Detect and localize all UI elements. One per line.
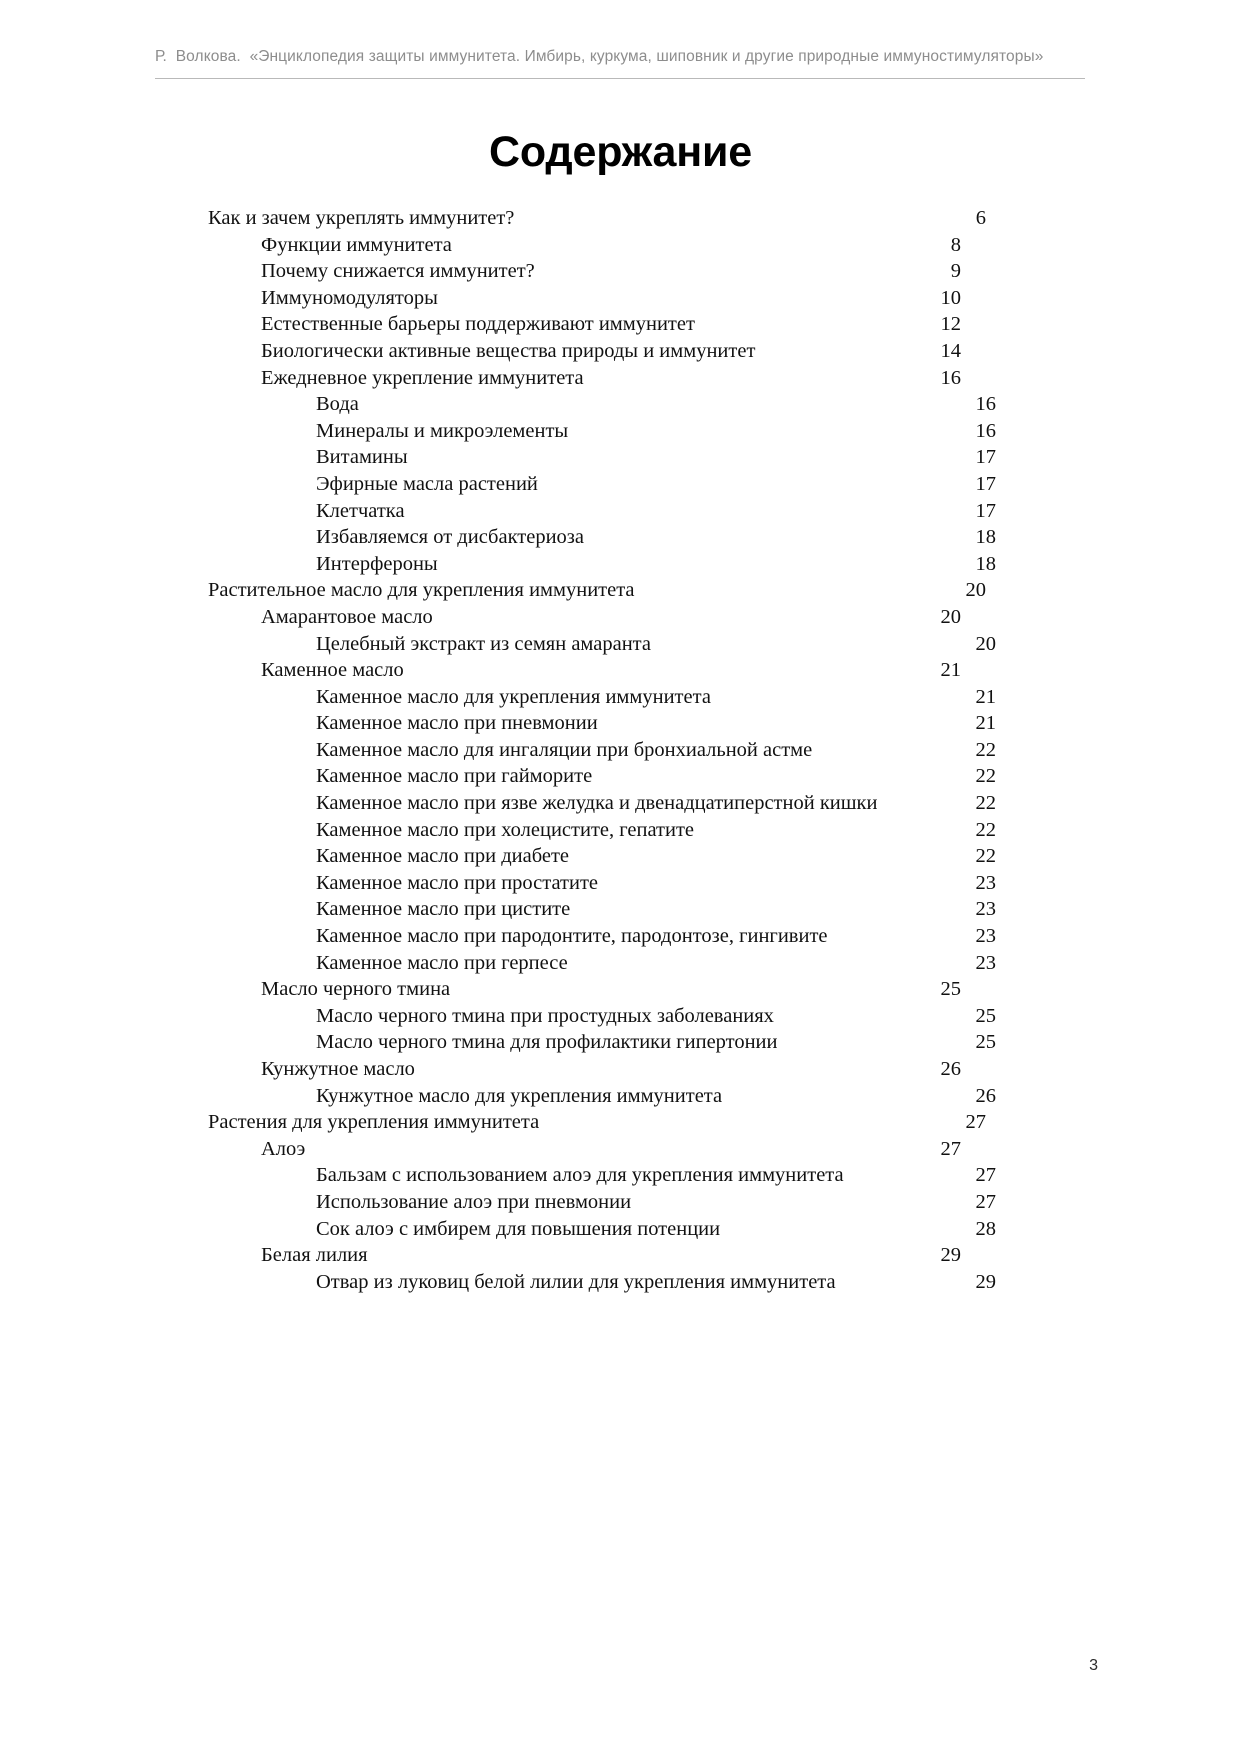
toc-entry-title: Каменное масло для ингаляции при бронхиальной астме <box>316 738 813 761</box>
toc-entry-page-number: 25 <box>975 1004 996 1027</box>
toc-entry-page-number: 9 <box>950 260 961 283</box>
toc-entry-page-number: 14 <box>940 339 961 362</box>
toc-entry-page-number: 10 <box>940 286 961 309</box>
toc-entry[interactable] <box>316 1189 996 1216</box>
toc-entry-title: Алоэ <box>261 1137 306 1160</box>
toc-entry[interactable] <box>261 976 961 1003</box>
toc-entry-page-number: 27 <box>975 1164 996 1187</box>
toc-entry-title: Витамины <box>316 446 408 469</box>
toc-entry-page-number: 27 <box>975 1190 996 1213</box>
toc-entry-title: Биологически активные вещества природы и иммунитет <box>261 339 756 362</box>
toc-entry-page-number: 26 <box>940 1058 961 1080</box>
toc-entry[interactable] <box>316 631 996 658</box>
toc-entry[interactable] <box>316 1216 996 1243</box>
running-header <box>155 44 1085 87</box>
toc-entry[interactable] <box>316 817 996 844</box>
toc-entry[interactable] <box>316 950 996 977</box>
toc-entry-title: Каменное масло <box>261 659 404 682</box>
toc-entry-title: Отвар из луковиц белой лилии для укрепления иммунитета <box>316 1270 836 1293</box>
toc-entry-page-number: 8 <box>950 233 961 256</box>
toc-entry-page-number: 20 <box>940 605 961 628</box>
toc-entry-page-number: 22 <box>975 738 996 761</box>
toc-entry-page-number: 21 <box>975 685 996 708</box>
toc-entry-title: Иммуномодуляторы <box>261 286 438 309</box>
toc-entry-page-number: 22 <box>975 818 996 841</box>
toc-entry-title: Каменное масло при герпесе <box>316 951 568 974</box>
toc-entry[interactable] <box>316 710 996 737</box>
toc-entry-title: Растения для укрепления иммунитета <box>208 1111 540 1134</box>
toc-entry-title: Вода <box>316 393 359 416</box>
toc-entry-title: Целебный экстракт из семян амаранта <box>316 632 651 655</box>
toc-entry-title: Масло черного тмина <box>261 978 451 1001</box>
toc-entry[interactable] <box>261 258 961 285</box>
toc-entry-page-number: 17 <box>975 499 996 522</box>
toc-entry-title: Каменное масло при холецистите, гепатите <box>316 818 695 841</box>
toc-entry-title: Каменное масло при язве желудка и двенадцатиперстной кишки <box>316 792 878 815</box>
toc-entry-title: Бальзам с использованием алоэ для укрепления иммунитета <box>316 1164 844 1187</box>
toc-entry-title: Каменное масло для укрепления иммунитета <box>316 685 711 708</box>
toc-entry[interactable] <box>261 1136 961 1163</box>
toc-entry-page-number: 27 <box>965 1111 986 1134</box>
toc-entry[interactable] <box>316 870 996 897</box>
toc-entry-title: Сок алоэ с имбирем для повышения потенции <box>316 1217 721 1240</box>
toc-entry-page-number: 21 <box>975 712 996 735</box>
toc-entry[interactable] <box>261 285 961 312</box>
toc-entry-title: Растительное масло для укрепления иммунитета <box>208 579 635 602</box>
toc-entry-page-number: 22 <box>975 845 996 868</box>
toc-entry-page-number: 22 <box>975 765 996 788</box>
toc-entry-page-number: 12 <box>940 313 961 336</box>
toc-entry-title: Минералы и микроэлементы <box>316 419 569 442</box>
toc-entry-page-number: 28 <box>975 1217 996 1240</box>
toc-entry-page-number: 27 <box>940 1137 961 1160</box>
toc-entry-page-number: 16 <box>975 419 996 442</box>
toc-entry[interactable] <box>316 1083 996 1110</box>
toc-entry[interactable] <box>261 365 961 392</box>
toc-entry[interactable] <box>208 1109 986 1136</box>
toc-entry[interactable] <box>316 498 996 525</box>
toc-entry[interactable] <box>316 418 996 445</box>
toc-entry-page-number: 25 <box>940 978 961 1001</box>
toc-entry-title: Каменное масло при пневмонии <box>316 712 598 735</box>
toc-entry[interactable] <box>316 1003 996 1030</box>
toc-entry-title: Масло черного тмина при простудных заболеваниях <box>316 1004 774 1027</box>
page-title: Содержание <box>489 128 752 176</box>
toc-entry-title: Как и зачем укреплять иммунитет? <box>208 207 515 229</box>
toc-entry-title: Ежедневное укрепление иммунитета <box>261 366 584 389</box>
toc-entry[interactable] <box>261 1056 961 1083</box>
toc-entry-title: Масло черного тмина для профилактики гипертонии <box>316 1031 778 1054</box>
toc-entry-page-number: 16 <box>975 393 996 416</box>
toc-entry[interactable] <box>261 338 961 365</box>
toc-entry[interactable] <box>316 1162 996 1189</box>
toc-entry-title: Использование алоэ при пневмонии <box>316 1190 632 1213</box>
toc-entry-page-number: 18 <box>975 526 996 549</box>
toc-entry-title: Почему снижается иммунитет? <box>261 260 535 283</box>
toc-entry-page-number: 29 <box>940 1244 961 1267</box>
toc-entry[interactable] <box>261 311 961 338</box>
toc-entry-title: Каменное масло при цистите <box>316 898 571 921</box>
toc-entry[interactable] <box>316 923 996 950</box>
toc-entry[interactable] <box>316 1269 996 1296</box>
header-divider <box>155 78 1085 79</box>
toc-entry-page-number: 17 <box>975 472 996 495</box>
toc-entry[interactable] <box>208 577 986 604</box>
table-of-contents <box>208 205 1043 1295</box>
toc-entry[interactable] <box>316 1029 996 1056</box>
toc-entry-page-number: 6 <box>975 207 986 229</box>
toc-entry-page-number: 23 <box>975 871 996 894</box>
toc-entry-title: Клетчатка <box>316 499 405 522</box>
toc-entry[interactable] <box>316 763 996 790</box>
toc-entry[interactable] <box>316 524 996 551</box>
toc-entry-title: Естественные барьеры поддерживают иммунитет <box>261 313 695 336</box>
toc-entry-page-number: 23 <box>975 951 996 974</box>
toc-entry-page-number: 25 <box>975 1031 996 1054</box>
toc-entry[interactable] <box>316 684 996 711</box>
toc-entry[interactable] <box>316 551 996 578</box>
toc-entry-title: Интерфероны <box>316 552 438 575</box>
toc-entry-page-number: 29 <box>975 1270 996 1293</box>
toc-entry-title: Эфирные масла растений <box>316 472 538 495</box>
toc-entry[interactable] <box>316 896 996 923</box>
toc-entry[interactable] <box>316 737 996 764</box>
toc-entry-title: Кунжутное масло для укрепления иммунитета <box>316 1084 723 1107</box>
toc-entry[interactable] <box>261 604 961 631</box>
toc-entry[interactable] <box>208 205 986 232</box>
toc-entry-title: Амарантовое масло <box>261 605 433 628</box>
toc-entry-title: Каменное масло при диабете <box>316 845 570 868</box>
toc-entry[interactable] <box>261 232 961 259</box>
toc-entry-page-number: 16 <box>940 366 961 389</box>
toc-entry-title: Белая лилия <box>261 1244 368 1267</box>
toc-entry[interactable] <box>316 843 996 870</box>
toc-entry-title: Избавляемся от дисбактериоза <box>316 526 584 549</box>
running-header-text: Р. Волкова. «Энциклопедия защиты иммунитета. Имбирь, куркума, шиповник и другие природные иммуностимуляторы» <box>155 48 1044 65</box>
toc-entry-page-number: 23 <box>975 925 996 948</box>
toc-entry-title: Каменное масло при гайморите <box>316 765 593 788</box>
toc-entry[interactable] <box>261 657 961 684</box>
toc-entry-title: Каменное масло при простатите <box>316 871 599 894</box>
toc-entry-page-number: 23 <box>975 898 996 921</box>
toc-entry-page-number: 20 <box>965 579 986 602</box>
toc-entry-page-number: 21 <box>940 659 961 682</box>
toc-entry[interactable] <box>316 790 996 817</box>
toc-entry-title: Каменное масло при пародонтите, пародонтозе, гингивите <box>316 925 828 948</box>
toc-entry[interactable] <box>316 444 996 471</box>
toc-entry-page-number: 26 <box>975 1084 996 1107</box>
toc-entry[interactable] <box>316 391 996 418</box>
folio-page-number: 3 <box>1089 1657 1098 1674</box>
toc-entry[interactable] <box>261 1242 961 1269</box>
toc-entry-title: Кунжутное масло <box>261 1058 415 1080</box>
toc-entry-page-number: 20 <box>975 632 996 655</box>
toc-entry-page-number: 17 <box>975 446 996 469</box>
toc-entry-page-number: 22 <box>975 792 996 815</box>
toc-entry[interactable] <box>316 471 996 498</box>
toc-entry-page-number: 18 <box>975 552 996 575</box>
toc-entry-title: Функции иммунитета <box>261 233 452 256</box>
